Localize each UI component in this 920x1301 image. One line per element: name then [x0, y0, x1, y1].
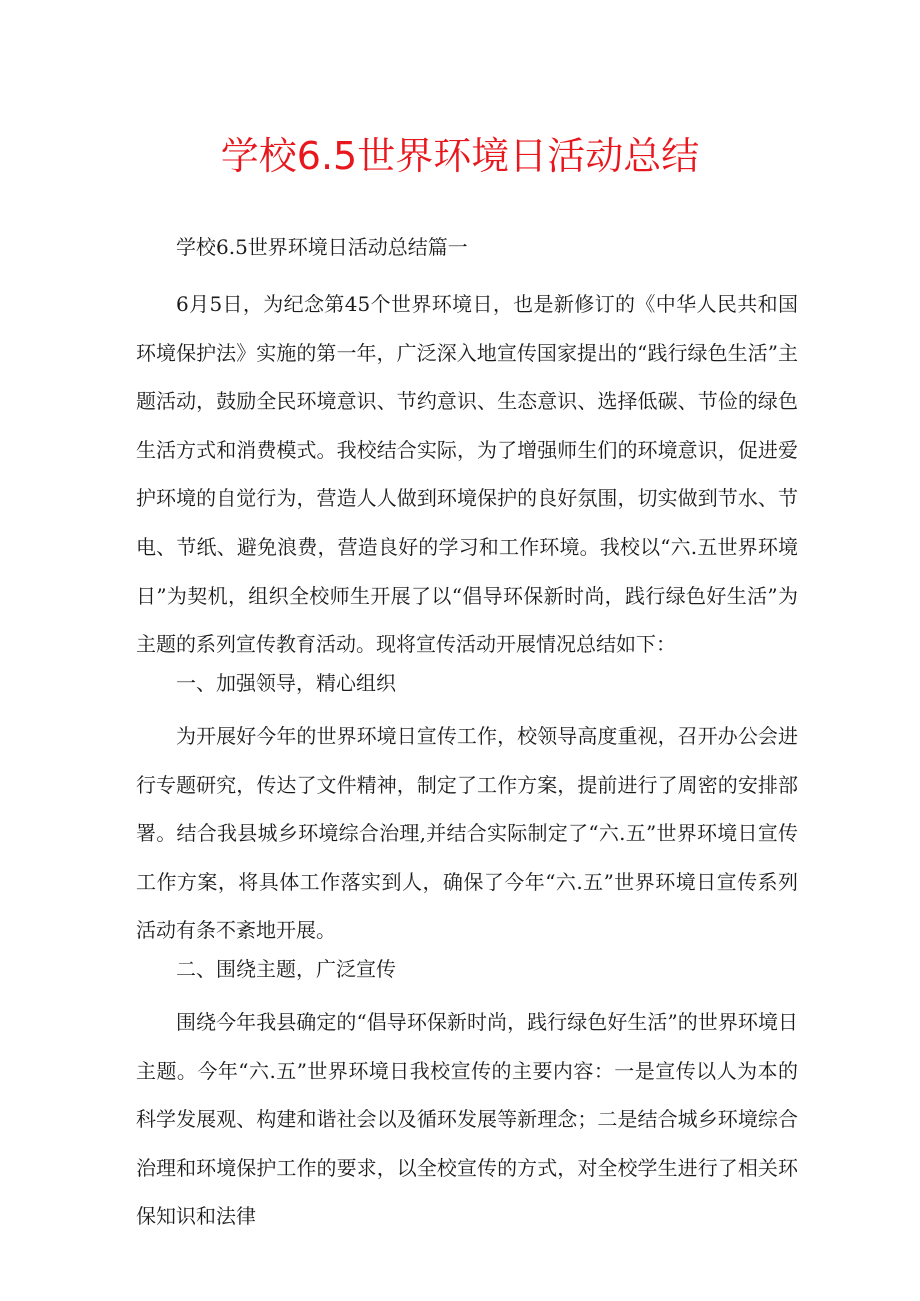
paragraph-leadership: 为开展好今年的世界环境日宣传工作，校领导高度重视，召开办公会进行专题研究，传达了文件精神，制定了工作方案，提前进行了周密的安排部署。结合我县城乡环境综合治理,并结合实际制定了“六.五”世界环境日宣传工作方案，将具体工作落实到人，确保了今年“六.五”世界环境日宣传系列活动有条不紊地开展。 — [136, 724, 798, 943]
paragraph-publicity: 围绕今年我县确定的“倡导环保新时尚，践行绿色好生活”的世界环境日主题。今年“六.五”世界环境日我校宣传的主要内容：一是宣传以人为本的科学发展观、构建和谐社会以及循环发展等新理念；二是结合城乡环境综合治理和环境保护工作的要求，以全校宣传的方式，对全校学生进行了相关环保知识和法律 — [136, 1010, 798, 1229]
paragraph-intro: 6月5日，为纪念第45个世界环境日，也是新修订的《中华人民共和国环境保护法》实施的第一年，广泛深入地宣传国家提出的“践行绿色生活”主题活动，鼓励全民环境意识、节约意识、生态意识、选择低碳、节俭的绿色生活方式和消费模式。我校结合实际，为了增强师生们的环境意识，促进爱护环境的自觉行为，营造人人做到环境保护的良好氛围，切实做到节水、节电、节纸、避免浪费，营造良好的学习和工作环境。我校以“六.五世界环境日”为契机，组织全校师生开展了以“倡导环保新时尚，践行绿色好生活”为主题的系列宣传教育活动。现将宣传活动开展情况总结如下： — [136, 292, 798, 657]
section-subtitle: 学校6.5世界环境日活动总结篇一 — [176, 235, 468, 259]
document-title: 学校6.5世界环境日活动总结 — [220, 134, 700, 178]
section-heading-2: 二、围绕主题，广泛宣传 — [176, 957, 396, 981]
section-heading-1: 一、加强领导，精心组织 — [176, 671, 396, 695]
